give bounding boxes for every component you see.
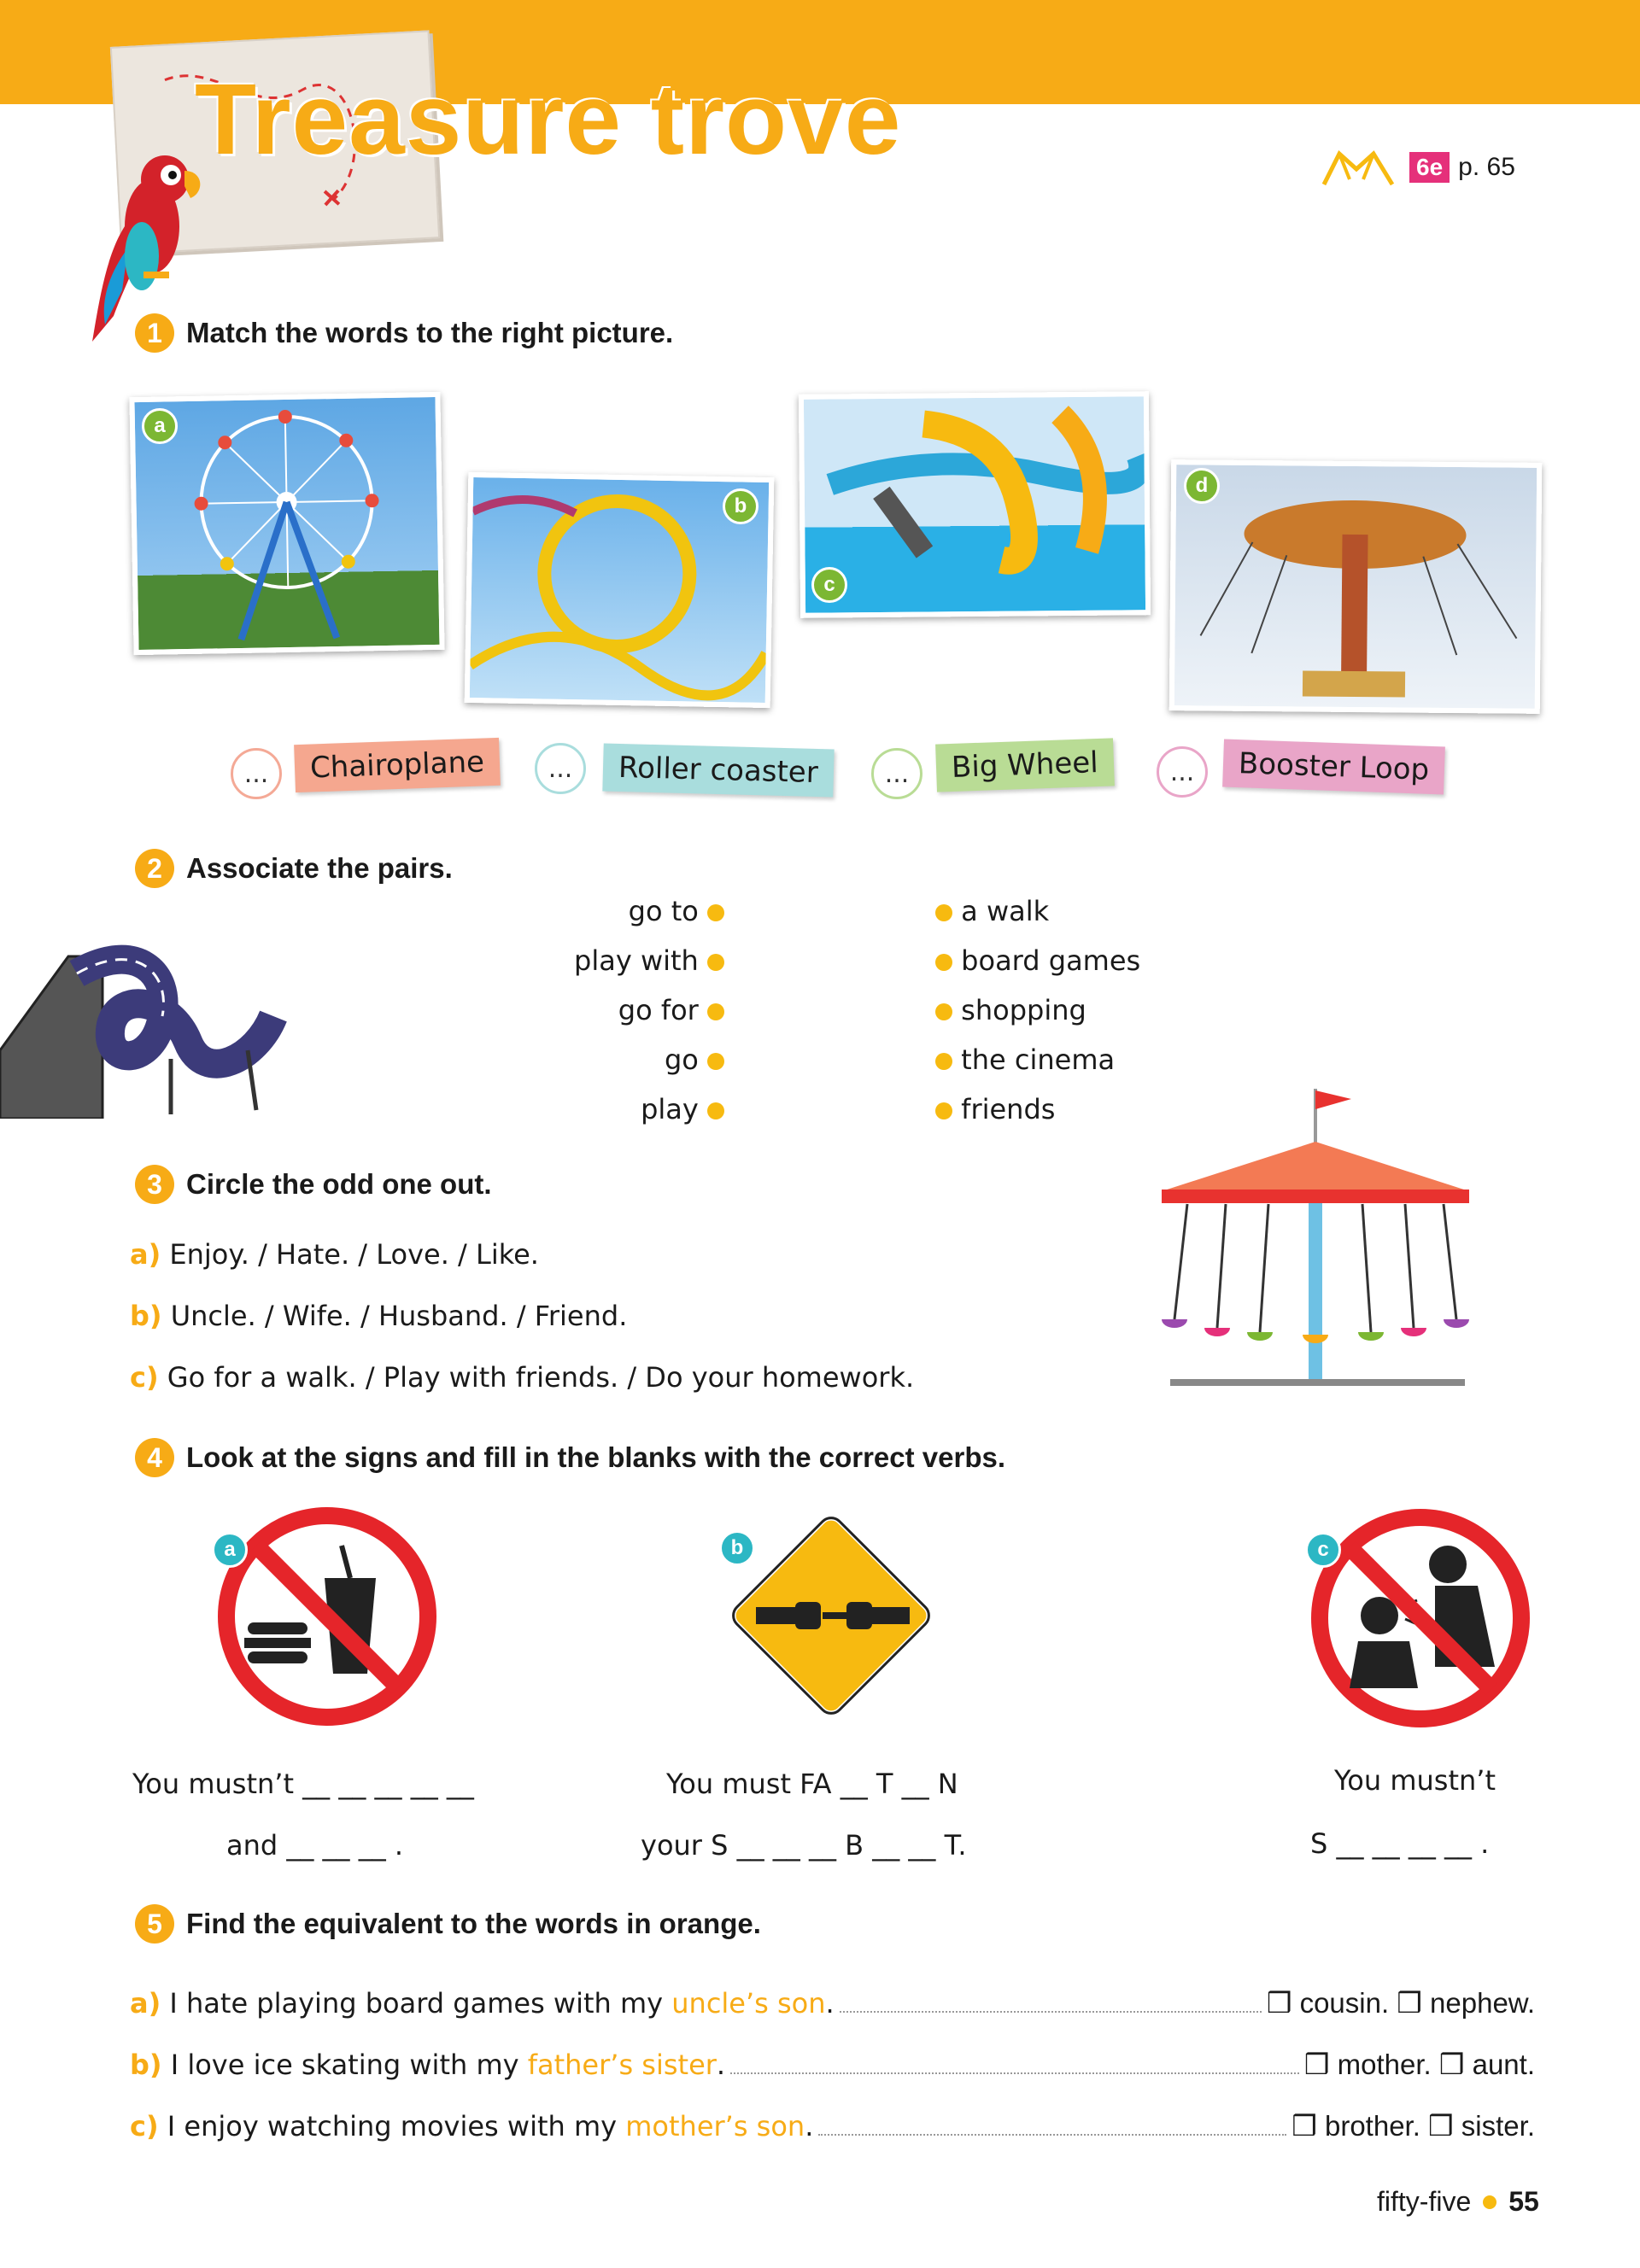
pair-left-item[interactable] — [641, 1093, 724, 1125]
photo-label-c: c — [811, 567, 847, 603]
page-number-words: fifty-five — [1377, 2186, 1472, 2217]
answer-circle-2[interactable]: ... — [535, 743, 586, 794]
equivalent-row-c — [130, 2109, 1535, 2142]
item-highlight: father’s sister — [527, 2049, 717, 2081]
match-dot-icon[interactable] — [707, 1003, 724, 1020]
item-text-before: I hate playing board games with my — [169, 1987, 672, 2020]
pair-left-item[interactable] — [629, 895, 724, 927]
pair-right-item[interactable] — [935, 1093, 1055, 1125]
photo-label-b: b — [723, 488, 758, 524]
exercise-4-heading — [135, 1438, 1005, 1477]
swing-carousel-icon — [1153, 1080, 1495, 1396]
pair-right-text: a walk — [961, 895, 1050, 927]
exercise-instruction: Circle the odd one out. — [186, 1168, 492, 1200]
odd-one-out-item — [130, 1238, 539, 1271]
no-spitting-sign-icon — [1307, 1505, 1534, 1732]
level-badge: 6e — [1409, 152, 1450, 183]
match-dot-icon[interactable] — [707, 904, 724, 921]
odd-one-out-item — [130, 1300, 627, 1332]
match-dot-icon[interactable] — [935, 1053, 952, 1070]
answer-circle-1[interactable]: ... — [231, 748, 282, 799]
item-label: c) — [130, 1361, 159, 1394]
pair-right-text: friends — [961, 1093, 1056, 1125]
page-footer — [1377, 2186, 1539, 2218]
reference-page: p. 65 — [1458, 153, 1515, 181]
exercise-instruction: Look at the signs and fill in the blanks with the correct verbs. — [186, 1441, 1006, 1473]
sign-c-line-1: You mustn’t — [1334, 1764, 1496, 1797]
seatbelt-sign-icon — [722, 1506, 940, 1725]
footer-dot-icon — [1483, 2195, 1496, 2209]
pair-left-item[interactable] — [618, 994, 724, 1026]
item-label: a) — [130, 1987, 161, 2020]
exercise-2-heading — [135, 849, 453, 888]
pair-left-item[interactable] — [665, 1043, 724, 1076]
exercise-number: 4 — [135, 1438, 174, 1477]
water-slide-illustration-icon — [0, 922, 299, 1119]
water-slide-icon — [804, 396, 1145, 612]
sign-b-line-1[interactable]: You must FA __ T __ N — [666, 1768, 958, 1800]
pair-right-text: board games — [961, 944, 1141, 977]
exercise-5-heading — [135, 1904, 761, 1944]
answer-options[interactable]: ❒ brother. ❒ sister. — [1292, 2110, 1535, 2142]
item-text-before: I enjoy watching movies with my — [167, 2110, 626, 2142]
match-dot-icon[interactable] — [935, 1003, 952, 1020]
pair-right-item[interactable] — [935, 1043, 1115, 1076]
word-tag-big-wheel: Big Wheel — [935, 738, 1114, 792]
exercise-3-heading — [135, 1165, 492, 1204]
item-text-after: . — [825, 1987, 835, 2020]
item-text[interactable]: Uncle. / Wife. / Husband. / Friend. — [170, 1300, 628, 1332]
exercise-1-heading — [135, 313, 673, 353]
match-dot-icon[interactable] — [707, 1102, 724, 1119]
photo-chairoplane — [1169, 459, 1543, 714]
sign-c-line-2[interactable]: S __ __ __ __ . — [1310, 1827, 1490, 1860]
equivalent-row-a — [130, 1986, 1535, 2020]
pair-right-text: the cinema — [961, 1043, 1116, 1076]
word-tag-booster-loop: Booster Loop — [1222, 739, 1445, 794]
match-dot-icon[interactable] — [935, 954, 952, 971]
item-highlight: uncle’s son — [671, 1987, 826, 2020]
sign-a-line-1[interactable]: You mustn’t __ __ __ __ __ — [132, 1768, 474, 1800]
pair-right-item[interactable] — [935, 994, 1086, 1026]
pair-right-text: shopping — [961, 994, 1086, 1026]
exercise-instruction: Associate the pairs. — [186, 852, 453, 884]
pair-right-item[interactable] — [935, 944, 1140, 977]
pair-left-text: go for — [618, 994, 699, 1026]
no-eating-sign-icon — [214, 1503, 441, 1730]
page-title: Treasure trove — [195, 63, 902, 176]
match-dot-icon[interactable] — [935, 904, 952, 921]
item-text[interactable]: Enjoy. / Hate. / Love. / Like. — [169, 1238, 539, 1271]
pair-left-text: play with — [574, 944, 699, 977]
item-label: a) — [130, 1238, 161, 1271]
item-text-after: . — [716, 2049, 726, 2081]
item-text-after: . — [805, 2110, 814, 2142]
book-icon — [1315, 143, 1401, 191]
photo-label-d: d — [1184, 468, 1220, 504]
item-text[interactable]: Go for a walk. / Play with friends. / Do your homework. — [167, 1361, 915, 1394]
exercise-number: 2 — [135, 849, 174, 888]
pair-left-text: play — [641, 1093, 699, 1125]
pair-left-item[interactable] — [574, 944, 724, 977]
dotted-leader — [730, 2072, 1299, 2074]
match-dot-icon[interactable] — [707, 1053, 724, 1070]
sign-label-a: a — [212, 1532, 248, 1568]
answer-options[interactable]: ❒ mother. ❒ aunt. — [1303, 2049, 1535, 2080]
word-tag-roller-coaster: Roller coaster — [602, 743, 834, 797]
item-text-before: I love ice skating with my — [170, 2049, 528, 2081]
item-highlight: mother’s son — [625, 2110, 805, 2142]
equivalent-row-b — [130, 2048, 1535, 2081]
answer-circle-3[interactable]: ... — [871, 748, 922, 799]
answer-circle-4[interactable]: ... — [1157, 746, 1208, 798]
photo-water-slide — [799, 391, 1151, 618]
dotted-leader — [818, 2134, 1286, 2136]
chairoplane-icon — [1174, 465, 1537, 709]
answer-options[interactable]: ❒ cousin. ❒ nephew. — [1266, 1987, 1535, 2019]
item-label: b) — [130, 2049, 162, 2081]
pair-right-item[interactable] — [935, 895, 1049, 927]
odd-one-out-item — [130, 1361, 914, 1394]
exercise-number: 3 — [135, 1165, 174, 1204]
exercise-instruction: Match the words to the right picture. — [186, 317, 674, 348]
item-label: c) — [130, 2110, 159, 2142]
exercise-instruction: Find the equivalent to the words in orange. — [186, 1908, 761, 1939]
ferris-wheel-icon — [134, 397, 439, 650]
word-tag-chairoplane: Chairoplane — [294, 738, 501, 792]
item-label: b) — [130, 1300, 162, 1332]
textbook-reference — [1315, 143, 1515, 191]
sign-label-b: b — [719, 1530, 755, 1566]
dotted-leader — [840, 2011, 1262, 2013]
pair-left-text: go — [664, 1043, 699, 1076]
sign-label-c: c — [1305, 1532, 1341, 1568]
photo-label-a: a — [142, 408, 178, 444]
match-dot-icon[interactable] — [935, 1102, 952, 1119]
page-number: 55 — [1508, 2186, 1539, 2217]
exercise-number: 5 — [135, 1904, 174, 1944]
match-dot-icon[interactable] — [707, 954, 724, 971]
exercise-number: 1 — [135, 313, 174, 353]
pair-left-text: go to — [628, 895, 699, 927]
sign-a-line-2[interactable]: and __ __ __ . — [226, 1829, 404, 1862]
sign-b-line-2[interactable]: your S __ __ __ B __ __ T. — [641, 1829, 967, 1862]
